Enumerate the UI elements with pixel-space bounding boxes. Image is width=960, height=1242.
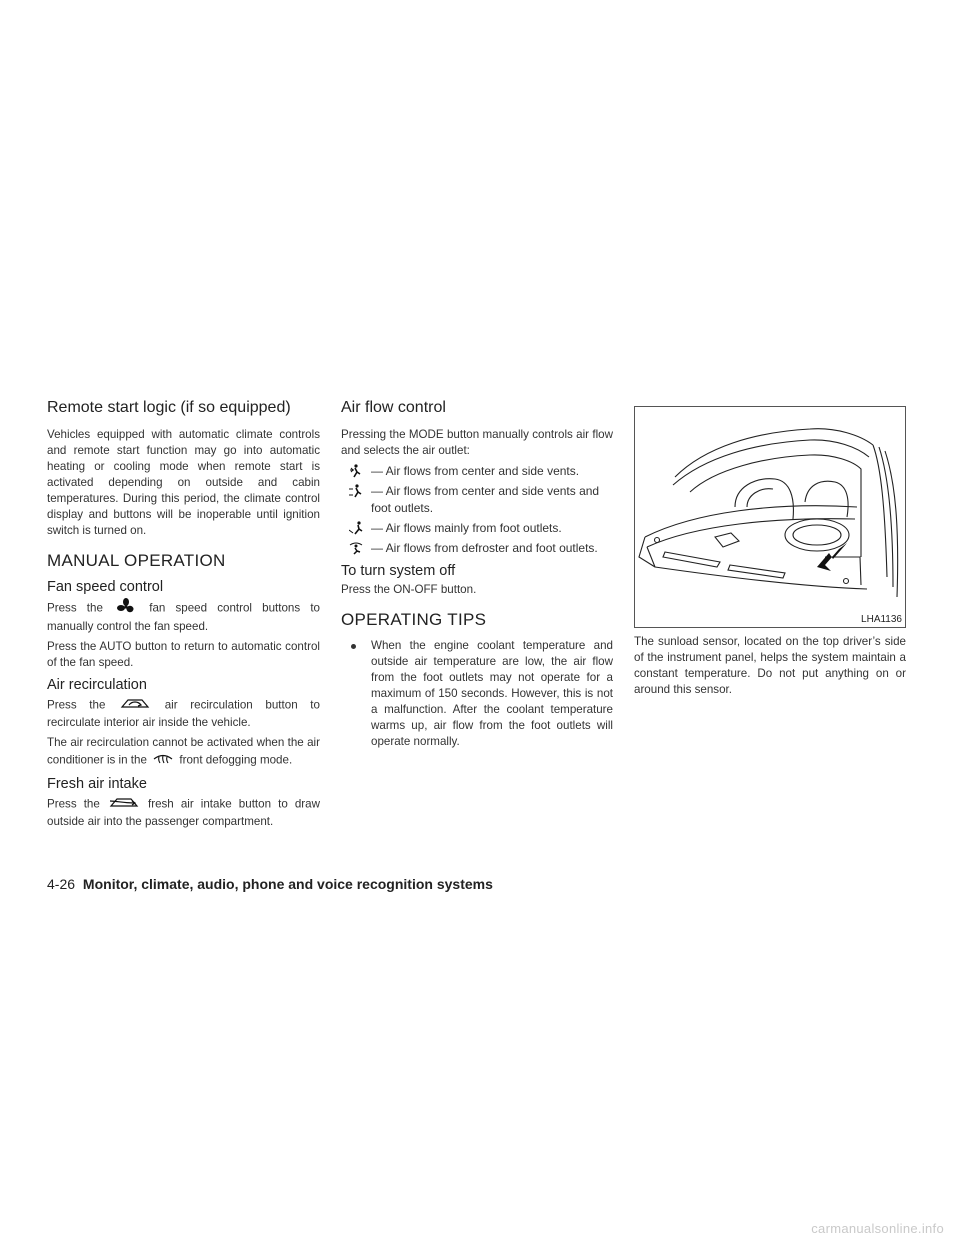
vent-foot-icon bbox=[349, 521, 363, 535]
sunload-sensor-figure bbox=[634, 406, 906, 628]
list-item bbox=[341, 483, 613, 517]
list-item bbox=[341, 638, 613, 750]
bullet-icon bbox=[351, 644, 356, 649]
air-recirculation-paragraph-2 bbox=[47, 735, 320, 770]
fresh-air-heading: Fresh air intake bbox=[47, 776, 147, 792]
figure-label: LHA1136 bbox=[861, 614, 902, 625]
vent-face-icon bbox=[349, 464, 363, 478]
middle-column bbox=[341, 398, 613, 750]
front-defrost-icon bbox=[152, 751, 174, 770]
remote-start-body: Vehicles equipped with automatic climate controls and remote start function may go into automatic heating or cooling mode when remote start is activated depending on outside and cabin temperatures. During this period, the climate control display and buttons will be inoperable until ignition switch is turned on. bbox=[47, 428, 320, 537]
page-number: 4-26 bbox=[47, 876, 76, 892]
watermark: carmanualsonline.info bbox=[811, 1221, 944, 1236]
fresh-air-icon bbox=[109, 795, 139, 814]
fresh-air-p1-after: fresh air intake button to draw outside air into the passenger compartment. bbox=[47, 797, 320, 828]
air-recirculation-heading: Air recirculation bbox=[47, 677, 147, 693]
list-item bbox=[341, 463, 613, 480]
fan-speed-heading: Fan speed control bbox=[47, 579, 164, 595]
air-flow-item-text: — Air flows mainly from foot outlets. bbox=[371, 521, 562, 535]
fresh-air-p1-before: Press the bbox=[47, 797, 100, 811]
operating-tips-heading: OPERATING TIPS bbox=[341, 610, 487, 629]
list-item bbox=[341, 540, 613, 557]
page-footer bbox=[47, 876, 493, 892]
sunload-sensor-body: The sunload sensor, located on the top driver’s side of the instrument panel, helps the system maintain a constant temperature. Do not put anything on or around this sensor. bbox=[634, 635, 906, 696]
air-flow-item-text: — Air flows from defroster and foot outlets. bbox=[371, 541, 598, 555]
air-recirculation-paragraph-1 bbox=[47, 696, 320, 731]
vent-defrost-foot-icon bbox=[349, 541, 363, 555]
air-recirculation-p1-before: Press the bbox=[47, 698, 106, 712]
right-column-text bbox=[634, 634, 906, 702]
vent-bilevel-icon bbox=[349, 484, 363, 498]
dashboard-illustration bbox=[635, 407, 905, 627]
air-flow-item-text: — Air flows from center and side vents. bbox=[371, 464, 580, 478]
air-flow-item-text: — Air flows from center and side vents and foot outlets. bbox=[371, 484, 600, 515]
fresh-air-paragraph bbox=[47, 795, 320, 830]
fan-icon bbox=[115, 598, 137, 619]
recirculation-icon bbox=[120, 696, 150, 715]
air-flow-heading: Air flow control bbox=[341, 399, 446, 416]
air-flow-list bbox=[341, 463, 613, 557]
air-recirculation-p1-after: air recirculation button to recirculate interior air inside the vehicle. bbox=[47, 698, 320, 729]
fan-speed-p1-after: fan speed control buttons to manually control the fan speed. bbox=[47, 601, 320, 633]
remote-start-heading: Remote start logic (if so equipped) bbox=[47, 399, 291, 416]
turn-off-body: Press the ON-OFF button. bbox=[341, 583, 477, 596]
fan-speed-p2: Press the AUTO button to return to automatic control of the fan speed. bbox=[47, 640, 320, 669]
operating-tip-text: When the engine coolant temperature and outside air temperature are low, the air flow from the foot outlets may not operate for a maximum of 150 seconds. However, this is not a malfunction. After the coolant temperature warms up, air flow from the foot outlets will operate normally. bbox=[371, 639, 613, 748]
air-flow-intro: Pressing the MODE button manually controls air flow and selects the air outlet: bbox=[341, 428, 613, 457]
fan-speed-paragraph bbox=[47, 598, 320, 635]
operating-tips-list bbox=[341, 638, 613, 750]
air-recirculation-p2-before: The air recirculation cannot be activated when the air conditioner is in the bbox=[47, 736, 320, 767]
list-item bbox=[341, 520, 613, 537]
section-title: Monitor, climate, audio, phone and voice recognition systems bbox=[82, 876, 493, 892]
fan-speed-p1-before: Press the bbox=[47, 601, 103, 615]
turn-off-heading: To turn system off bbox=[341, 563, 456, 579]
air-recirculation-p2-after: front defogging mode. bbox=[179, 753, 293, 767]
left-column bbox=[47, 398, 320, 834]
manual-operation-heading: MANUAL OPERATION bbox=[47, 551, 226, 570]
